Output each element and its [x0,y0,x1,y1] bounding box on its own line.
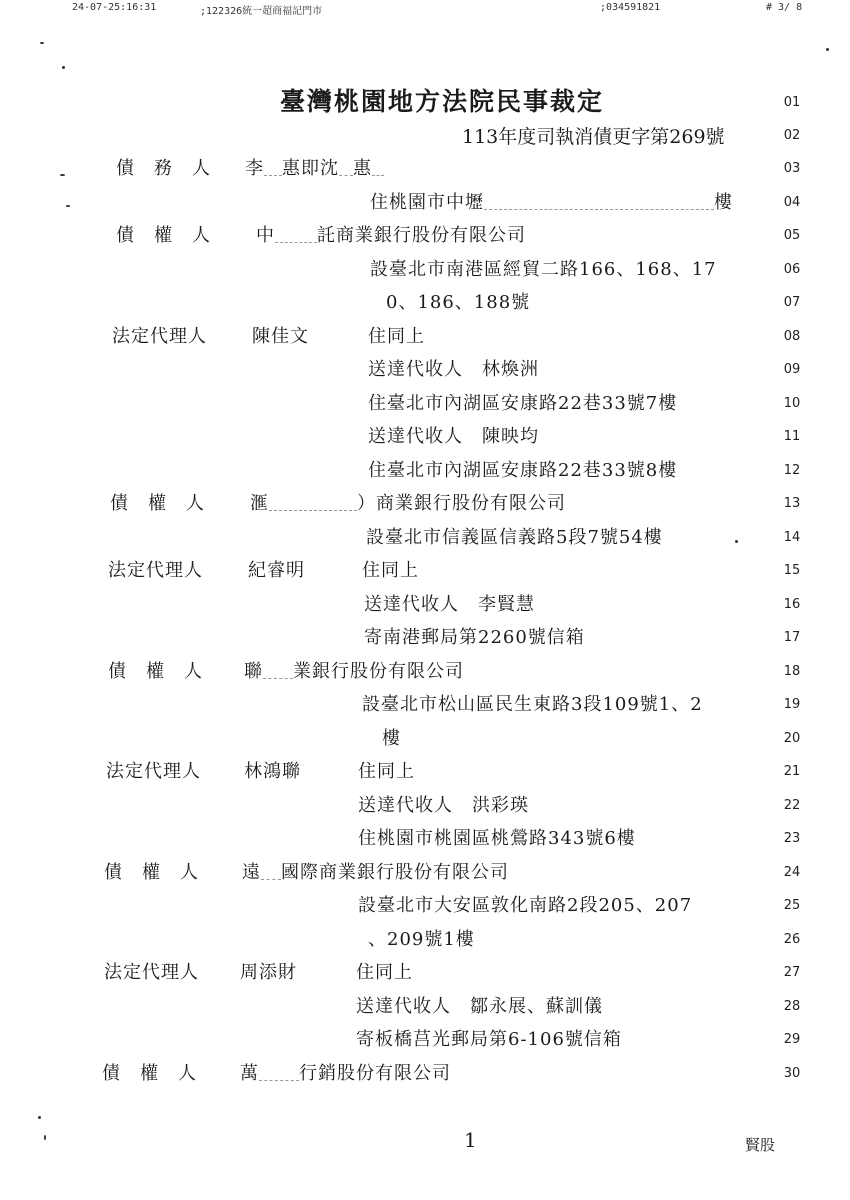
line-number: 07 [783,295,801,310]
line-number: 12 [783,463,801,478]
fax-number: ;034591821 [600,2,661,13]
party-name: 遠 國際商業銀行股份有限公司 [242,862,509,883]
line-number: 04 [783,195,801,210]
line-number: 19 [783,697,801,712]
scan-speck [735,540,738,543]
address: 住臺北市內湖區安康路22巷33號8樓 [368,460,678,481]
line-number: 09 [783,362,801,377]
party-label: 債 務 人 [116,158,211,179]
line-number: 18 [783,664,801,679]
line-number: 24 [783,865,801,880]
service-agent: 送達代收人 鄒永展、蘇訓儀 [356,996,603,1017]
address: 設臺北市松山區民生東路3段109號1、2 [362,694,703,715]
scan-speck [60,174,65,176]
address: 住同上 [356,962,413,983]
party-name: 林鴻聯 [244,761,301,782]
party-label: 債 權 人 [104,862,199,883]
line-number: 26 [783,932,801,947]
party-name: 滙 ）商業銀行股份有限公司 [250,493,566,514]
line-number: 30 [783,1066,801,1081]
scan-speck [66,205,70,207]
line-number: 23 [783,831,801,846]
address: 住桃園市桃園區桃鶯路343號6樓 [358,828,636,849]
line-number: 16 [783,597,801,612]
address: 設臺北市大安區敦化南路2段205、207 [358,895,693,916]
line-number: 29 [783,1032,801,1047]
party-label: 法定代理人 [112,326,207,347]
party-label: 債 權 人 [108,661,203,682]
address: 設臺北市信義區信義路5段7號54樓 [366,527,663,548]
address: 寄板橋莒光郵局第6-106號信箱 [356,1029,622,1050]
scan-speck [38,1116,41,1119]
address: 住同上 [368,326,425,347]
address: 住同上 [358,761,415,782]
page-number: 1 [464,1128,477,1152]
scan-speck [62,66,65,69]
line-number: 20 [783,731,801,746]
address: 住同上 [362,560,419,581]
line-number: 11 [783,429,801,444]
branch-label: 賢股 [745,1136,776,1154]
line-number: 08 [783,329,801,344]
party-label: 法定代理人 [108,560,203,581]
line-number: 28 [783,999,801,1014]
address: 住臺北市內湖區安康路22巷33號7樓 [368,393,678,414]
party-name: 陳佳文 [252,326,309,347]
fax-header [0,2,850,16]
fax-timestamp: 24-07-25:16:31 [72,2,157,13]
address: 、209號1樓 [368,929,475,950]
line-number: 21 [783,764,801,779]
party-label: 法定代理人 [106,761,201,782]
scan-speck [40,42,44,44]
fax-sender: ;122326統一超商福記門市 [200,6,323,17]
party-name: 周添財 [240,962,297,983]
party-name: 萬 行銷股份有限公司 [240,1063,451,1084]
party-name: 聯 業銀行股份有限公司 [244,661,464,682]
scan-speck [44,1135,46,1140]
party-label: 法定代理人 [104,962,199,983]
party-label: 債 權 人 [102,1063,197,1084]
fax-page: # 3/ 8 [766,2,803,13]
line-number: 03 [783,161,801,176]
line-number: 22 [783,798,801,813]
address: 寄南港郵局第2260號信箱 [364,627,585,648]
party-label: 債 權 人 [110,493,205,514]
address: 樓 [382,728,401,749]
service-agent: 送達代收人 林煥洲 [368,359,539,380]
party-name: 中 託商業銀行股份有限公司 [256,225,526,246]
scan-speck [826,48,829,51]
line-number: 13 [783,496,801,511]
line-number: 05 [783,228,801,243]
line-number: 14 [783,530,801,545]
case-number: 113年度司執消債更字第269號 [462,126,725,148]
line-number: 25 [783,898,801,913]
service-agent: 送達代收人 洪彩瑛 [358,795,529,816]
line-number: 15 [783,563,801,578]
line-number: 06 [783,262,801,277]
address: 住桃園市中壢 樓 [370,192,733,213]
address: 0、186、188號 [386,292,531,313]
line-number: 17 [783,630,801,645]
line-number: 27 [783,965,801,980]
address: 設臺北市南港區經貿二路166、168、17 [370,259,717,280]
party-name: 紀睿明 [248,560,305,581]
line-number: 01 [783,95,801,110]
party-label: 債 權 人 [116,225,211,246]
line-number: 10 [783,396,801,411]
service-agent: 送達代收人 陳映均 [368,426,539,447]
document-title: 臺灣桃園地方法院民事裁定 [280,87,605,116]
line-number: 02 [783,128,801,143]
service-agent: 送達代收人 李賢慧 [364,594,535,615]
party-name: 李 惠即沈 惠 [245,154,384,180]
